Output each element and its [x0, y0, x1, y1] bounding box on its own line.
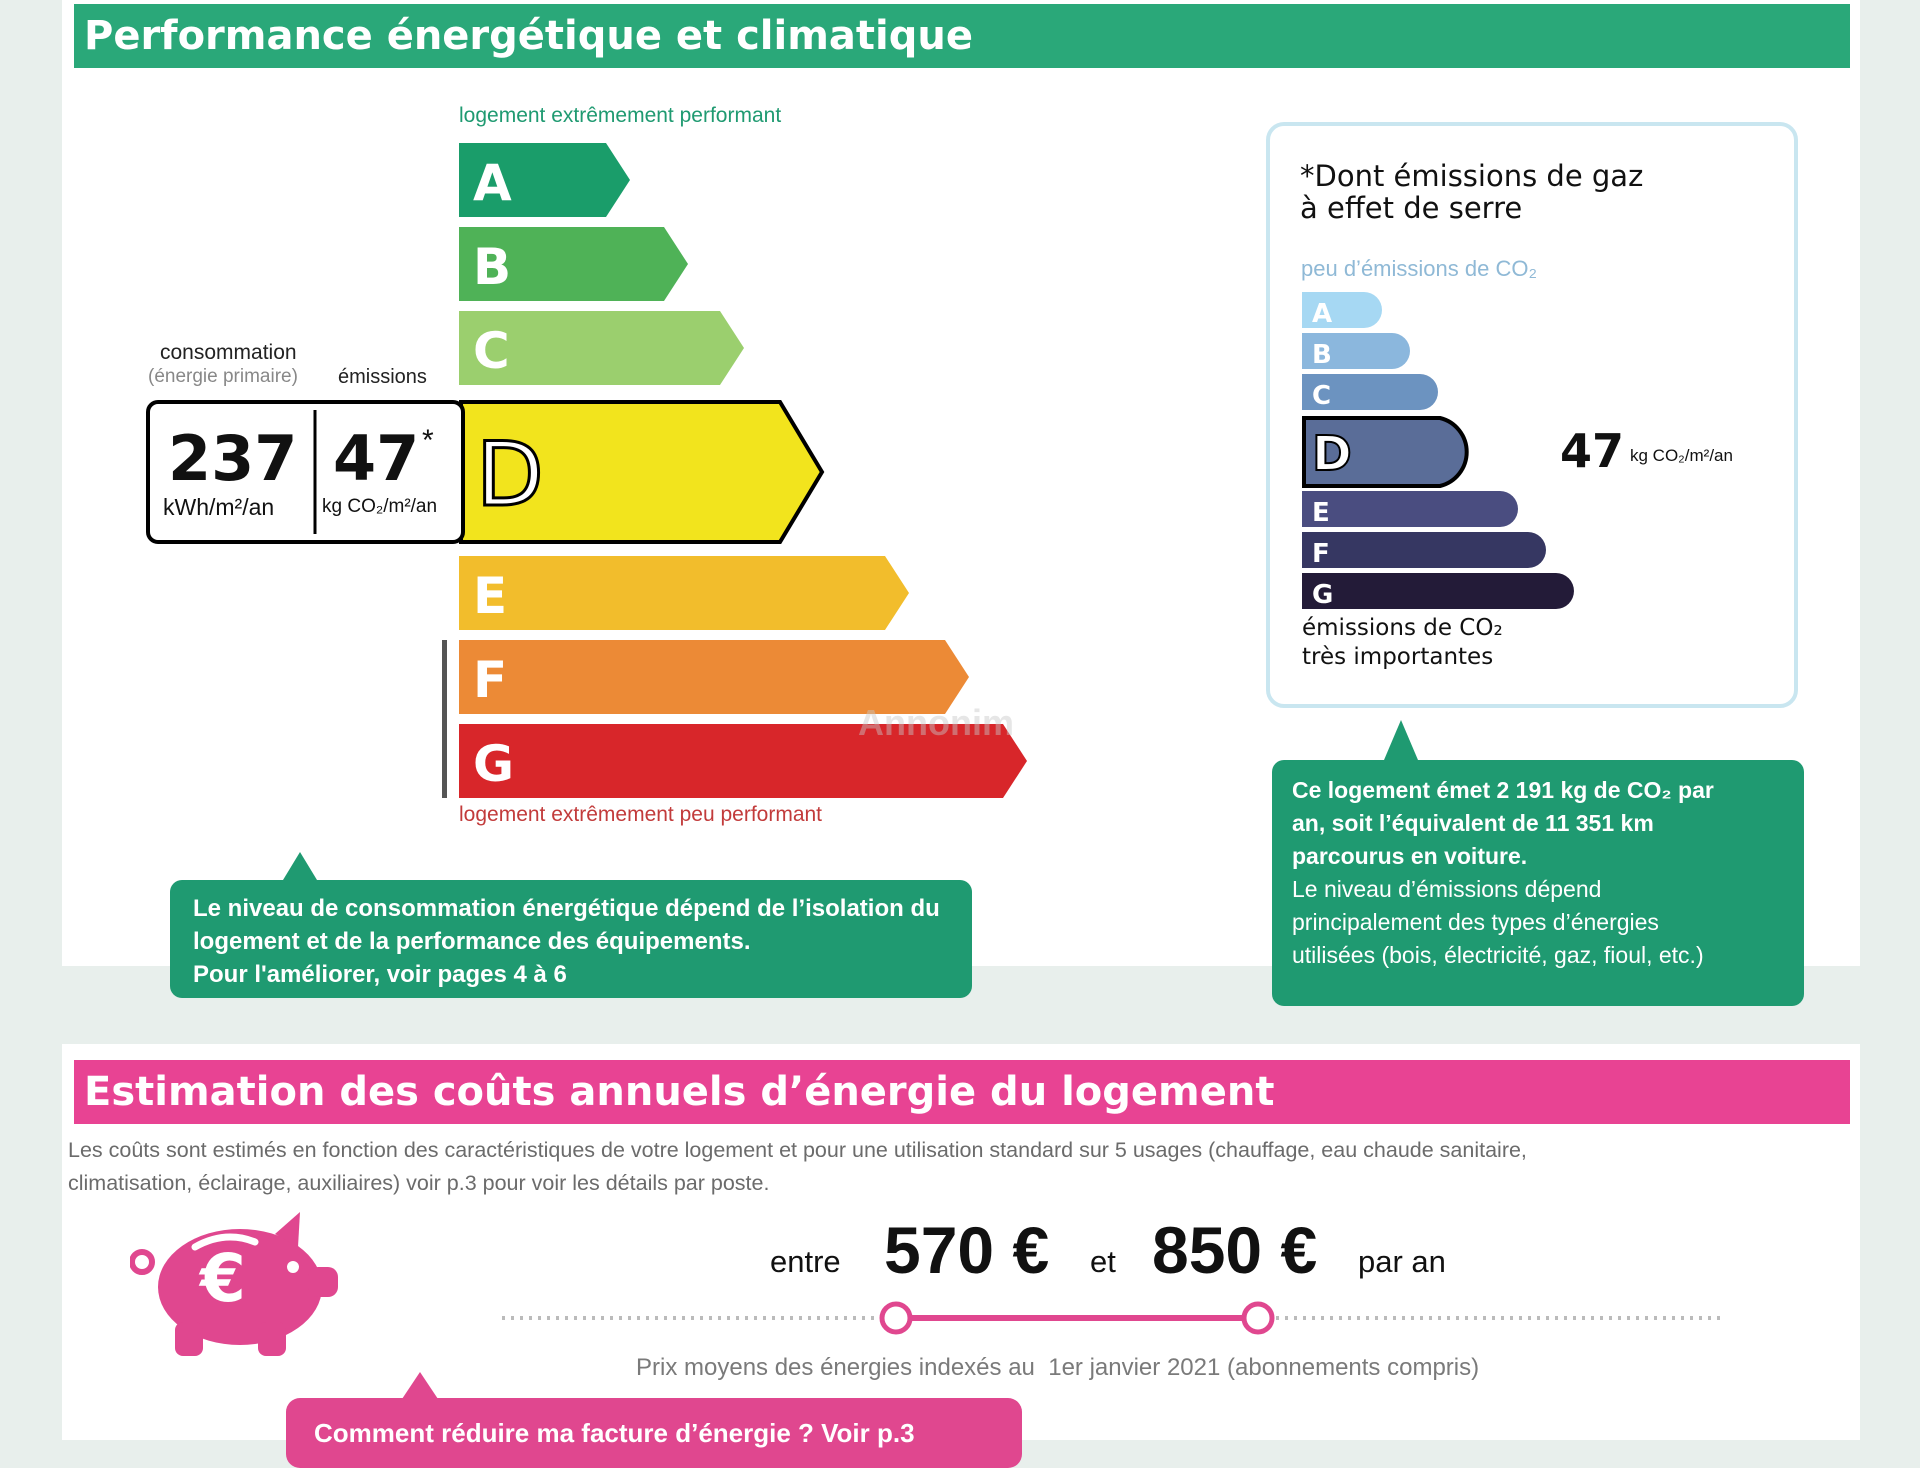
cost-tip-text: Comment réduire ma facture d’énergie ? Voir p.3 [314, 1418, 915, 1448]
ges-info-line-3: parcourus en voiture. [1292, 843, 1528, 869]
ges-bottom-label-1: émissions de CO₂ [1302, 615, 1503, 641]
energy-letter-a: A [473, 154, 512, 212]
cost-description-line-1: Les coûts sont estimés en fonction des caractéristiques de votre logement et pour une utilisation standard sur 5 usages (chauffage, eau chaude sanitaire, [68, 1138, 1527, 1162]
cost-high-value: 850 € [1152, 1213, 1318, 1287]
cost-per-year-label: par an [1358, 1244, 1446, 1279]
ges-letter-d: D [1312, 426, 1352, 482]
energy-info-line-3: Pour l'améliorer, voir pages 4 à 6 [193, 961, 567, 988]
cost-description-line-2: climatisation, éclairage, auxiliaires) voir p.3 pour voir les détails par poste. [68, 1171, 770, 1195]
energy-info-line-1: Le niveau de consommation énergétique dépend de l’isolation du [193, 895, 940, 922]
emissions-star: * [422, 424, 434, 457]
ges-bottom-label-2: très importantes [1302, 644, 1494, 670]
ges-info-line-1: Ce logement émet 2 191 kg de CO₂ par [1292, 777, 1714, 803]
scale-top-label: logement extrêmement performant [459, 104, 782, 127]
ges-info-line-6: utilisées (bois, électricité, gaz, fioul, etc.) [1292, 942, 1704, 968]
ges-letter-e: E [1312, 498, 1330, 528]
cost-and-label: et [1090, 1244, 1116, 1279]
energy-section-title: Performance énergétique et climatique [84, 13, 973, 59]
ges-letter-f: F [1312, 539, 1330, 569]
cost-between-label: entre [770, 1244, 841, 1279]
energy-letter-d: D [476, 423, 544, 526]
cost-range-high-marker [1244, 1304, 1272, 1332]
ges-value: 47 [1560, 424, 1625, 478]
ges-unit: kg CO₂/m²/an [1630, 446, 1733, 465]
ges-info-line-2: an, soit l’équivalent de 11 351 km [1292, 810, 1654, 836]
energy-letter-e: E [473, 567, 508, 625]
ges-info-line-4: Le niveau d’émissions dépend [1292, 876, 1602, 902]
scale-bottom-label: logement extrêmement peu performant [459, 803, 823, 826]
ges-letter-b: B [1312, 340, 1332, 370]
cost-tip-box [286, 1398, 1022, 1468]
emissions-label: émissions [338, 366, 427, 388]
ges-letter-c: C [1312, 381, 1332, 411]
ges-info-line-5: principalement des types d’énergies [1292, 909, 1659, 935]
energy-letter-b: B [473, 238, 512, 296]
cost-low-value: 570 € [884, 1213, 1050, 1287]
cost-price-note: Prix moyens des énergies indexés au 1er janvier 2021 (abonnements compris) [636, 1354, 1480, 1381]
energy-letter-f: F [473, 651, 508, 709]
energy-info-line-2: logement et de la performance des équipements. [193, 928, 751, 955]
ges-title-line-2: à effet de serre [1300, 191, 1523, 225]
consumption-unit: kWh/m²/an [163, 494, 275, 520]
consumption-sublabel: (énergie primaire) [148, 366, 298, 387]
emissions-unit: kg CO₂/m²/an [322, 496, 438, 517]
ges-letter-g: G [1312, 580, 1334, 610]
consumption-label: consommation [160, 341, 297, 364]
emissions-value: 47 [333, 422, 420, 495]
piggy-euro-symbol: € [200, 1240, 246, 1317]
ges-title-line-1: Dont émissions de gaz [1314, 159, 1644, 193]
cost-section-title: Estimation des coûts annuels d’énergie du logement [84, 1069, 1275, 1115]
energy-letter-c: C [473, 322, 510, 380]
energy-letter-g: G [473, 735, 515, 793]
ges-top-label: peu d’émissions de CO₂ [1301, 256, 1537, 281]
consumption-value: 237 [168, 422, 298, 495]
cost-range-low-marker [882, 1304, 910, 1332]
watermark: Annonim [858, 702, 1014, 743]
ges-title-star: * [1300, 159, 1315, 193]
ges-letter-a: A [1312, 299, 1333, 329]
